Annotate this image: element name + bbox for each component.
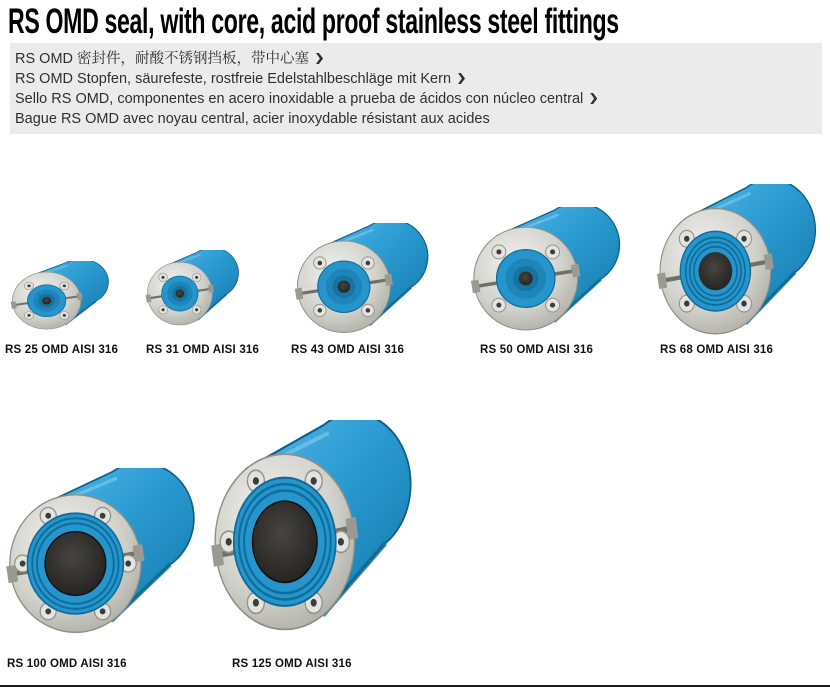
product-image-rs-125-omd — [210, 420, 414, 638]
page-title: RS OMD seal, with core, acid proof stainless steel fittings — [8, 2, 619, 41]
description-panel — [10, 43, 822, 134]
description-line-de — [15, 69, 812, 89]
description-line-fr — [15, 109, 812, 129]
product-label-rs-50-omd: RS 50 OMD AISI 316 — [480, 344, 594, 356]
chevron-right-icon — [590, 93, 597, 104]
page-bottom-rule — [0, 685, 830, 687]
product-label-rs-125-omd: RS 125 OMD AISI 316 — [232, 658, 352, 670]
description-text-zh: RS OMD 密封件，耐酸不锈钢挡板，带中心塞 — [15, 51, 310, 67]
product-image-rs-50-omd — [470, 207, 622, 335]
product-image-rs-100-omd — [5, 468, 197, 639]
product-label-rs-100-omd: RS 100 OMD AISI 316 — [7, 658, 127, 670]
description-line-zh — [15, 49, 812, 69]
product-image-rs-31-omd — [145, 250, 240, 328]
product-image-rs-25-omd — [10, 261, 110, 332]
product-label-rs-68-omd: RS 68 OMD AISI 316 — [660, 344, 774, 356]
chevron-right-icon — [316, 53, 323, 64]
description-text-fr: Bague RS OMD avec noyau central, acier inoxydable résistant aux acides — [15, 111, 490, 127]
product-label-rs-43-omd: RS 43 OMD AISI 316 — [291, 344, 405, 356]
product-label-rs-25-omd: RS 25 OMD AISI 316 — [5, 344, 119, 356]
chevron-right-icon — [458, 73, 465, 84]
description-text-es: Sello RS OMD, componentes en acero inoxidable a prueba de ácidos con núcleo central — [15, 91, 584, 107]
description-text-de: RS OMD Stopfen, säurefeste, rostfreie Edelstahlbeschläge mit Kern — [15, 71, 452, 87]
description-line-es — [15, 89, 812, 109]
product-label-rs-31-omd: RS 31 OMD AISI 316 — [146, 344, 260, 356]
product-image-rs-43-omd — [294, 223, 430, 337]
product-image-rs-68-omd — [656, 184, 818, 340]
